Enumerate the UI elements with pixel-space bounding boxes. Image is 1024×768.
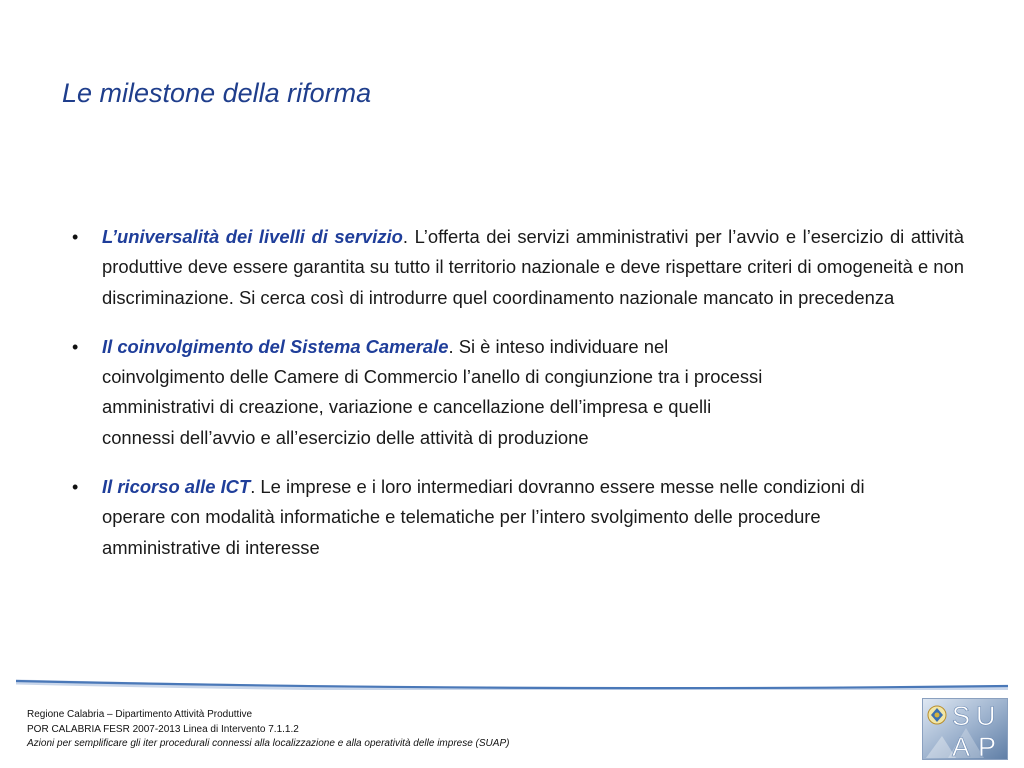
footer-line-program: POR CALABRIA FESR 2007-2013 Linea di Intervento 7.1.1.2 — [27, 723, 299, 735]
bullet-text: . L’offerta dei servizi amministrativi per l’avvio e l’esercizio di attività produttive deve essere garantita su tutto il territorio nazionale e deve rispettare criteri di omogeneità e non discriminazione. Si cerca così di introdurre quel coordinamento nazionale mancato in precedenza — [102, 226, 964, 308]
footer-line-department: Regione Calabria – Dipartimento Attività Produttive — [27, 709, 253, 720]
bullet-item-ict — [66, 472, 928, 563]
bullet-list — [66, 222, 964, 582]
svg-text:S: S — [952, 701, 971, 731]
bullet-lead: Il coinvolgimento del Sistema Camerale — [102, 335, 449, 357]
suap-logo-icon — [922, 698, 1008, 760]
bullet-item-universalita — [66, 222, 964, 313]
footer — [27, 708, 509, 752]
footer-divider — [16, 676, 1008, 690]
suap-logo — [922, 698, 1008, 760]
bullet-item-sistema-camerale — [66, 332, 778, 453]
svg-text:A: A — [952, 732, 971, 760]
bullet-dot-icon: • — [72, 336, 79, 357]
bullet-dot-icon: • — [72, 477, 79, 498]
slide-title: Le milestone della riforma — [62, 78, 372, 108]
bullet-text: . Le imprese e i loro intermediari dovranno essere messe nelle condizioni di operare con modalità informatiche e telematiche per l’intero svolgimento delle procedure amministrative di interesse — [102, 476, 865, 558]
svg-text:P: P — [978, 732, 997, 760]
bullet-lead: Il ricorso alle ICT — [102, 476, 251, 498]
bullet-lead: L’universalità dei livelli di servizio — [102, 226, 403, 247]
bullet-text: . Si è inteso individuare nel coinvolgimento delle Camere di Commercio l’anello di congiunzione tra i processi amministrativi di creazione, variazione e cancellazione dell’impresa e quelli connessi dell’avvio e all’esercizio delle attività di produzione — [102, 335, 763, 448]
bullet-dot-icon: • — [72, 227, 79, 247]
svg-text:U: U — [976, 701, 996, 731]
footer-line-action: Azioni per semplificare gli iter procedurali connessi alla localizzazione e alla operatività delle imprese (SUAP) — [27, 738, 510, 749]
